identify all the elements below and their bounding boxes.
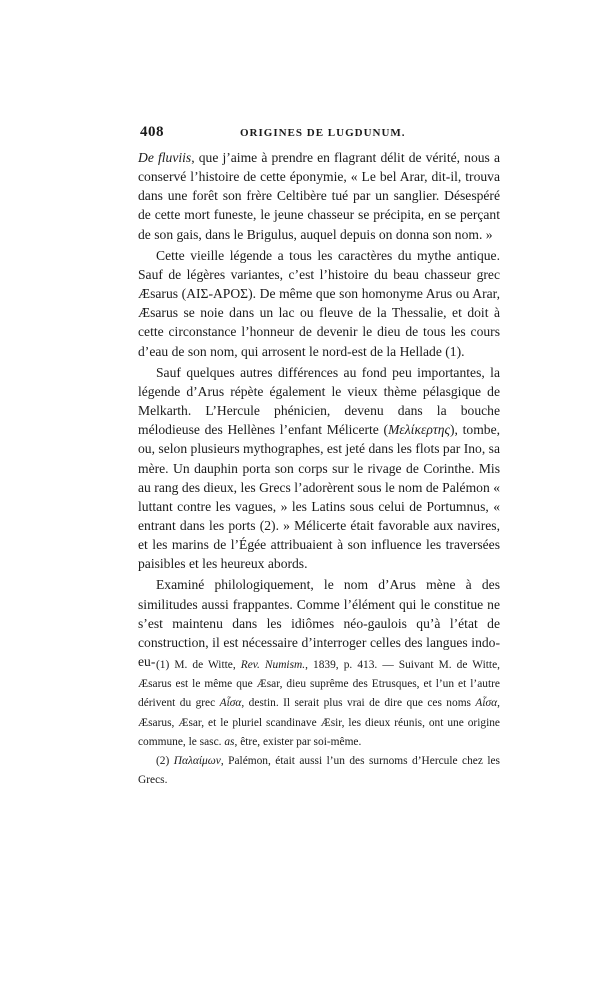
greek-aisaros: ΑΙΣ-ΑΡΟΣ: [186, 286, 249, 302]
paragraph-3-text-a: Sauf quelques autres différences au fond peu importantes, la légende d’Arus répète également le vieux thème pélasgique de Melkarth. L’Hercule phénicien, devenu dans la bouche mélodieuse des Hellènes l’enfant Mélicerte (: [138, 364, 500, 438]
paragraph-4-text: Examiné philologiquement, le nom d’Arus mène à des similitudes aussi frappantes. Comme l’élément qui le constitue ne s’est maintenu dans les idiômes néo-gaulois qu’à l’état de construction, il est nécessaire d’interroger celles des langues indo-eu-: [138, 577, 500, 670]
footnote-1-text-a: (1) M. de Witte,: [156, 659, 241, 671]
footnote-1-text-c: , destin. Il serait plus vrai de dire que ces noms: [241, 697, 476, 710]
footnote-2: [138, 752, 500, 790]
page-header: [140, 124, 498, 144]
footnote-2-greek: Παλαίμων: [173, 755, 221, 768]
footnote-1-text-b: , 1839, p. 413. — Suivant M. de Witte, Æsarus est le même que Æsar, dieu suprême des Etrusques, et l’un et l’autre dérivent du grec: [138, 659, 500, 710]
running-title: ORIGINES DE LUGDUNUM.: [240, 127, 406, 139]
footnote-2-text-a: (2): [156, 755, 174, 768]
footnote-1-text-d: , Æsarus, Æsar, et le pluriel scandinave Æsir, les dieux réunis, ont une origine commune, le sasc.: [138, 697, 501, 748]
paragraph-1-text: , que j’aime à prendre en flagrant délit de vérité, nous a conservé l’histoire de cette éponymie, « Le bel Arar, dit-il, trouva dans une forêt son frère Celtibère tué par un sanglier. Désespéré de cette mort funeste, le jeune chasseur se précipita, en se perçant de son gais, dans le Brigulus, auquel depuis on donna son nom. »: [138, 150, 500, 242]
greek-melikertes: Μελίκερτης: [388, 422, 450, 438]
paragraph-2-text-a: Cette vieille légende a tous les caractères du mythe antique. Sauf de légères variantes, c’est l’histoire du beau chasseur grec Æsarus (: [138, 247, 500, 302]
page-number: 408: [140, 124, 164, 140]
paragraph-2: [138, 246, 500, 361]
footnotes: [138, 656, 500, 790]
footnote-1-text-e: , être, exister par soi-même.: [234, 735, 362, 748]
footnote-1: [138, 656, 500, 752]
footnote-1-greek-a: Αἶσα: [219, 697, 242, 710]
book-title-italic: De fluviis: [138, 150, 192, 165]
footnote-1-journal: Rev. Numism.: [240, 659, 306, 671]
paragraph-3-text-b: ), tombe, ou, selon plusieurs mythographes, est jeté dans les flots par Ino, sa mère. Un dauphin porta son corps sur le rivage de Corinthe. Mis au rang des dieux, les Grecs l’adorèrent sous le nom de Palémon « luttant contre les vagues, » les Latins sous celui de Portumnus, « entrant dans les ports (2). » Mélicerte était favorable aux navires, et les marins de l’Égée attribuaient à son influence les traversées paisibles et les heureux abords.: [138, 422, 501, 572]
footnote-1-sanskrit: as: [224, 735, 235, 748]
paragraph-3: [138, 363, 500, 574]
footnote-1-greek-b: Αἶσα: [475, 697, 498, 710]
body-text: [138, 148, 500, 671]
footnote-2-text-b: , Palémon, était aussi l’un des surnoms d’Hercule chez les Grecs.: [138, 755, 500, 787]
paragraph-1: [138, 148, 500, 244]
paragraph-2-text-b: ). De même que son homonyme Arus ou Arar, Æsarus se noie dans un lac ou fleuve de la Thessalie, et doit à cette circonstance l’honneur de devenir le dieu de tous les cours d’eau de son nom, qui arrosent le nord-est de la Hellade (1).: [138, 286, 501, 359]
